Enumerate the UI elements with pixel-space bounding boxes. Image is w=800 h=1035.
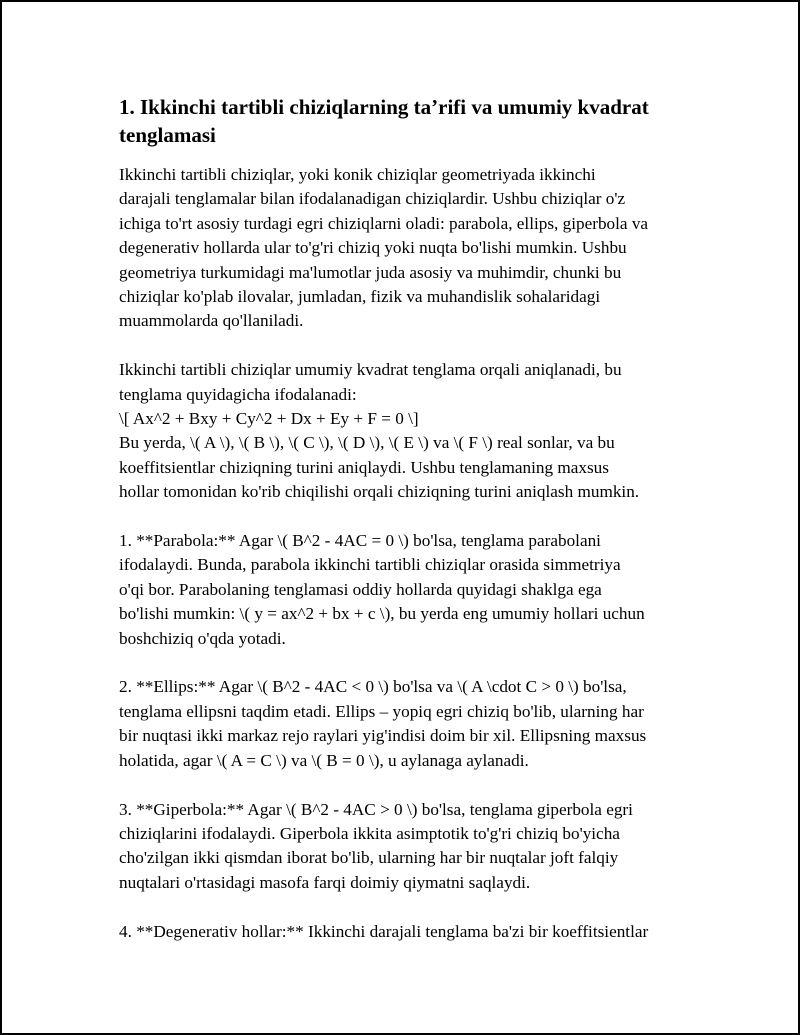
paragraph-degenerate <box>119 920 699 944</box>
text-line: Ikkinchi tartibli chiziqlar umumiy kvadrat tenglama orqali aniqlanadi, bu <box>119 360 622 380</box>
text-line: tenglama quyidagicha ifodalanadi: <box>119 384 357 404</box>
heading-line: tenglamasi <box>119 123 216 147</box>
paragraph-parabola <box>119 529 699 651</box>
text-line: o'qi bor. Parabolaning tenglamasi oddiy hollarda quyidagi shaklga ega <box>119 579 602 599</box>
paragraph-general-equation <box>119 358 699 504</box>
text-line: koeffitsientlar chiziqning turini aniqlaydi. Ushbu tenglamaning maxsus <box>119 457 609 477</box>
text-line: Bu yerda, \( A \), \( B \), \( C \), \( D \), \( E \) va \( F \) real sonlar, va bu <box>119 433 615 453</box>
text-line: Ikkinchi tartibli chiziqlar, yoki konik chiziqlar geometriyada ikkinchi <box>119 165 596 184</box>
text-line: geometriya turkumidagi ma'lumotlar juda asosiy va muhimdir, chunki bu <box>119 262 622 282</box>
text-line: chiziqlarini ifodalaydi. Giperbola ikkita asimptotik to'g'ri chiziq bo'yicha <box>119 823 620 843</box>
text-line: degenerativ hollarda ular to'g'ri chiziq yoki nuqta bo'lishi mumkin. Ushbu <box>119 238 627 258</box>
paragraph-hyperbola <box>119 798 699 896</box>
equation-line: \[ Ax^2 + Bxy + Cy^2 + Dx + Ey + F = 0 \] <box>119 409 419 429</box>
text-line: tenglama ellipsni taqdim etadi. Ellips – yopiq egri chiziq bo'lib, ularning har <box>119 701 644 721</box>
text-line: 4. **Degenerativ hollar:** Ikkinchi darajali tenglama ba'zi bir koeffitsientlar <box>119 921 649 941</box>
document-body <box>119 93 699 968</box>
text-line: 2. **Ellips:** Agar \( B^2 - 4AC < 0 \) bo'lsa va \( A \cdot C > 0 \) bo'lsa, <box>119 677 627 697</box>
text-line: muammolarda qo'llaniladi. <box>119 311 304 331</box>
section-heading <box>119 93 699 149</box>
paragraph-ellipse <box>119 675 699 773</box>
text-line: chiziqlar ko'plab ilovalar, jumladan, fizik va muhandislik sohalaridagi <box>119 287 601 307</box>
text-line: nuqtalari o'rtasidagi masofa farqi doimiy qiymatni saqlaydi. <box>119 872 531 892</box>
text-line: ichiga to'rt asosiy turdagi egri chiziqlarni oladi: parabola, ellips, giperbola va <box>119 213 649 233</box>
text-line: bir nuqtasi ikki markaz rejo raylari yig'indisi doim bir xil. Ellipsning maxsus <box>119 726 647 746</box>
text-line: ifodalaydi. Bunda, parabola ikkinchi tartibli chiziqlar orasida simmetriya <box>119 555 621 575</box>
text-line: hollar tomonidan ko'rib chiqilishi orqali chiziqning turini aniqlash mumkin. <box>119 482 640 502</box>
text-line: 3. **Giperbola:** Agar \( B^2 - 4AC > 0 \) bo'lsa, tenglama giperbola egri <box>119 799 633 819</box>
text-line: cho'zilgan ikki qismdan iborat bo'lib, ularning har bir nuqtalar joft falqiy <box>119 848 619 868</box>
text-line: holatida, agar \( A = C \) va \( B = 0 \), u aylanaga aylanadi. <box>119 750 529 770</box>
heading-line: 1. Ikkinchi tartibli chiziqlarning ta’rifi va umumiy kvadrat <box>119 95 649 119</box>
text-line: bo'lishi mumkin: \( y = ax^2 + bx + c \), bu yerda eng umumiy hollari uchun <box>119 604 645 624</box>
paragraph-intro <box>119 163 699 334</box>
text-line: boshchiziq o'qda yotadi. <box>119 628 286 648</box>
text-line: 1. **Parabola:** Agar \( B^2 - 4AC = 0 \) bo'lsa, tenglama parabolani <box>119 531 601 551</box>
text-line: darajali tenglamalar bilan ifodalanadigan chiziqlardir. Ushbu chiziqlar o'z <box>119 189 626 209</box>
